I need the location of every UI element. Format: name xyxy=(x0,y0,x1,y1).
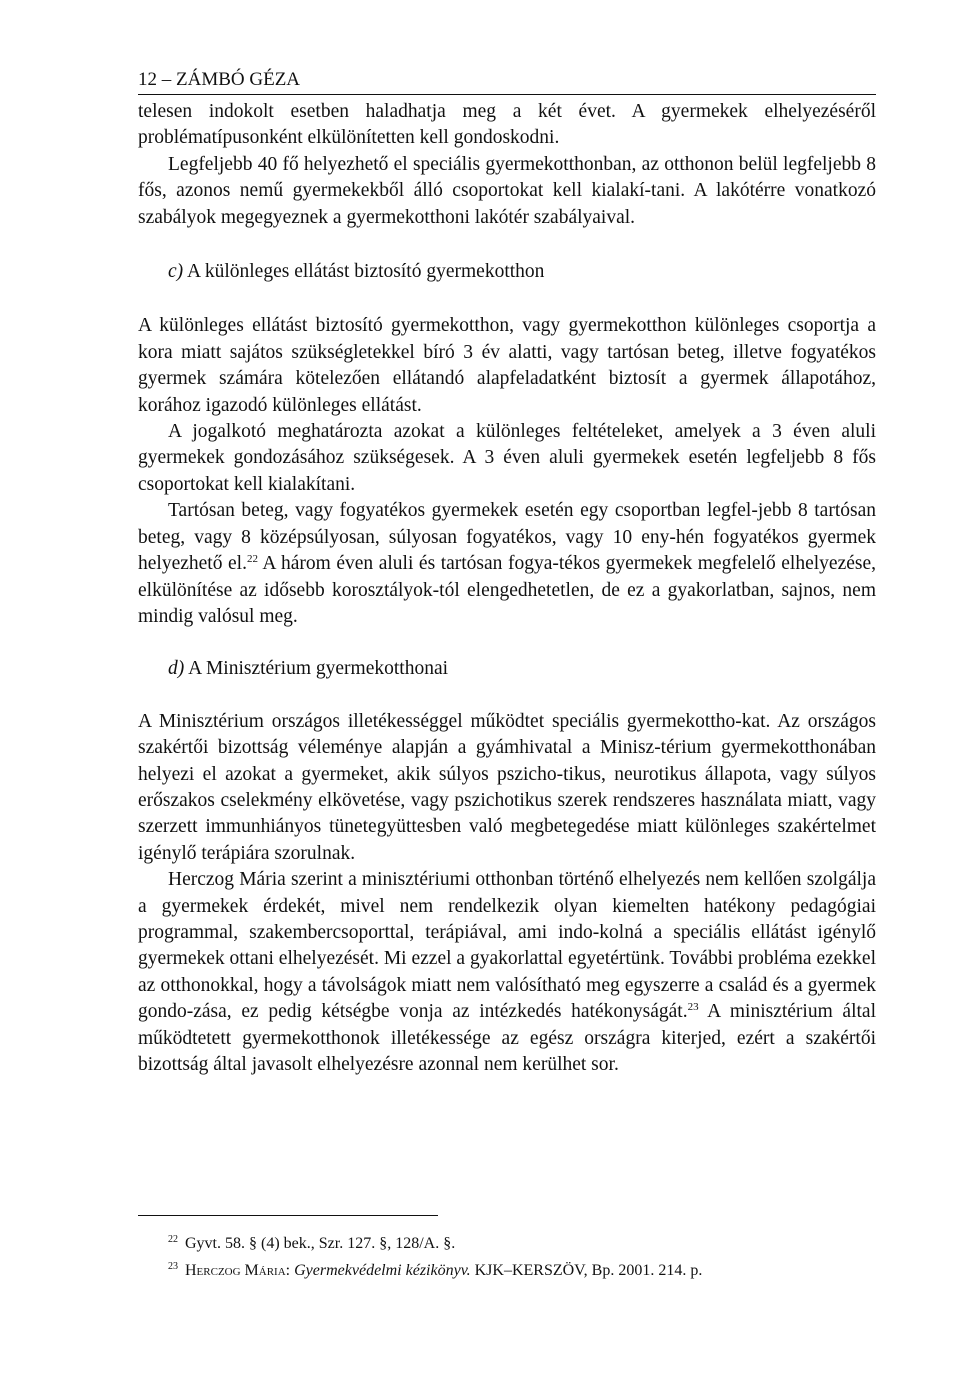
paragraph: telesen indokolt esetben haladhatja meg a két évet. A gyermekek elhelyezéséről problématípusonként elkülönítetten kell gondoskodni. xyxy=(138,101,876,149)
paragraph-text: A minisztérium által működtetett gyermekotthonok illetékessége az egész országra kiterjed, ezért a szakértői bizottság által javasolt elhelyezésre azonnal nem kerülhet sor. xyxy=(138,1001,876,1075)
footnote-ref: 23 xyxy=(687,1001,699,1014)
section-title: A különleges ellátást biztosító gyermekotthon xyxy=(186,261,545,283)
running-head: 12 – ZÁMBÓ GÉZA xyxy=(138,68,876,95)
paragraph-text: A három éven aluli és tartósan fogya-tékos gyermekek megfelelő elhelyezése, elkülönítése az idősebb korosztályok-tól elengedhetetlen, de ez a gyakorlatban, sajnos, nem mindig valósul meg. xyxy=(138,553,876,627)
section-letter: d) xyxy=(168,658,185,680)
section-letter: c) xyxy=(168,261,184,283)
section-heading-d xyxy=(138,656,876,682)
body-text xyxy=(138,99,876,1078)
footnote-text: Gyvt. 58. § (4) bek., Szr. 127. §, 128/A. §. xyxy=(185,1235,456,1252)
paragraph: A különleges ellátást biztosító gyermekotthon, vagy gyermekotthon különleges csoportja a kora miatt sajátos szükségletekkel bíró 3 év alatti, vagy tartósan beteg, illetve fogyatékos gyermek számára kötelezően ellátandó alapfeladatként biztosít a gyermek állapotához, korához igazodó különleges ellátást. xyxy=(138,315,876,416)
footnote-text: KJK–KERSZÖV, Bp. 2001. 214. p. xyxy=(474,1262,703,1279)
footnote-title: Gyermekvédelmi kézikönyv. xyxy=(294,1262,471,1279)
paragraph: A Minisztérium országos illetékességgel működtet speciális gyermekottho-kat. Az országos szakértői bizottság véleménye alapján a gyámhivatal a Minisz-térium gyermekotthonában helyezi el azokat a gyermeket, akik súlyos pszicho-tikus, neurotikus állapota, vagy súlyos erőszakos cselekmény elkövetése, vagy pszichotikus szerek rendszeres használata miatt, vagy szerzett immunhiányos tünetegyüttesben való megbetegedése miatt különleges szakértelmet igénylő terápiára szorulnak. xyxy=(138,710,876,864)
footnotes xyxy=(168,1228,876,1282)
footnote-number: 22 xyxy=(168,1234,178,1245)
paragraph-text: Tartósan beteg, vagy fogyatékos gyermekek esetén egy csoportban legfel-jebb 8 tartósan beteg, vagy 8 középsúlyosan, súlyosan fogyatékos, vagy 10 eny-hén fogyatékos gyermek helyezhető el. xyxy=(138,500,876,575)
footnote-divider xyxy=(138,1215,438,1216)
footnote-ref: 22 xyxy=(246,553,258,566)
paragraph: Legfeljebb 40 fő helyezhető el speciális gyermekotthonban, az otthonon belül legfeljebb 8 fős, azonos nemű gyermekekből álló csoportokat kell kialakí-tani. A lakótérre vonatkozó szabályok megegyeznek a gyermekotthoni lakótér szabályaival. xyxy=(138,153,876,228)
section-heading-c xyxy=(138,259,876,285)
paragraph: A jogalkotó meghatározta azokat a különleges feltételeket, amelyek a 3 éven aluli gyermekek gondozásához szükségesek. A 3 éven aluli gyermekek esetén legfeljebb 8 fős csoportokat kell kialakítani. xyxy=(138,421,876,495)
paragraph xyxy=(138,867,876,1078)
footnote-author: Herczog Mária: xyxy=(185,1262,291,1279)
footnote-23 xyxy=(168,1255,876,1282)
paragraph-text: Herczog Mária szerint a minisztériumi otthonban történő elhelyezés nem kellően szolgálja a gyermekek érdekét, mivel nem rendelkezik olyan kiemelten hatékony pedagógiai programmal, szakembercsoporttal, terápiával, ami indo-kolná a speciális ellátást igénylő gyermekek ottani elhelyezését. Mi ezzel a gyakorlattal egyetértünk. További probléma ezekkel az otthonokkal, hogy a távolságok miatt nem valósítható meg egyszerre a család és a gyermek gondo-zása, ez pedig kétségbe vonja az intézkedés hatékonyságát. xyxy=(138,869,876,1023)
paragraph xyxy=(138,498,876,630)
footnote-number: 23 xyxy=(168,1261,178,1272)
section-title: A Minisztérium gyermekotthonai xyxy=(188,658,449,680)
footnote-22 xyxy=(168,1228,876,1255)
